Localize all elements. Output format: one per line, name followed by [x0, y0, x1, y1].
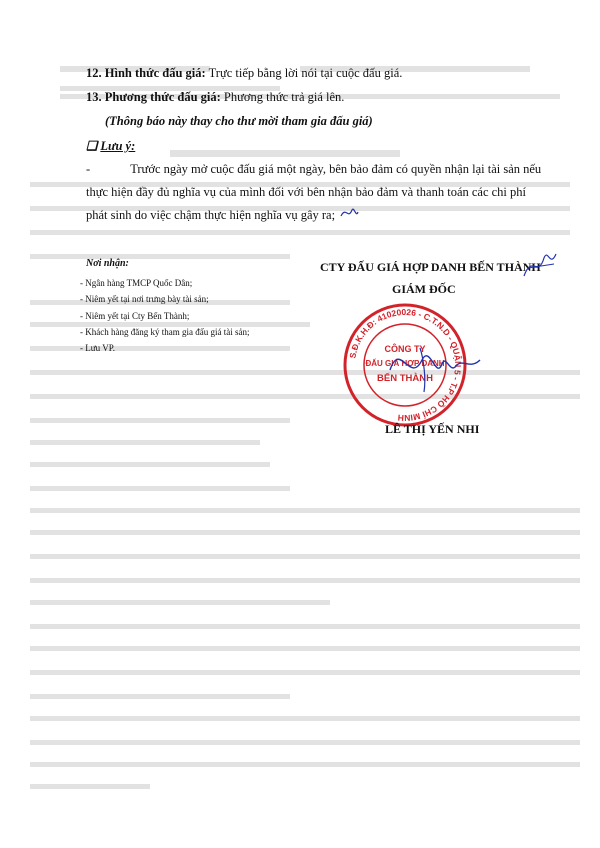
item-13-text: Phương thức trả giá lên. [223, 90, 345, 104]
company-name: CTY ĐẤU GIÁ HỢP DANH BẾN THÀNH [320, 260, 541, 274]
recipient-item: - Khách hàng đăng ký tham gia đấu giá tài sản; [80, 326, 250, 337]
stamp-ring-text: S.Đ.K.H.Đ: 41020026 - C.T.N.D - QUẬN 5 - T.P HỒ CHÍ MINH [347, 306, 464, 424]
item-13-label: Phương thức đấu giá: [104, 90, 221, 104]
note-heading [86, 138, 135, 154]
item-12-label: Hình thức đấu giá: [104, 66, 206, 80]
signer-name: LÊ THỊ YẾN NHI [385, 422, 480, 436]
paragraph-line [86, 158, 556, 181]
stamp-line-2: ĐẤU GIÁ HỢP DANH [365, 359, 445, 368]
item-12 [86, 66, 402, 81]
signer-title: GIÁM ĐỐC [392, 282, 456, 296]
item-13 [86, 90, 344, 105]
note-paragraph [86, 158, 556, 227]
recipient-item: - Ngân hàng TMCP Quốc Dân; [80, 278, 193, 288]
note-heading-label: Lưu ý: [100, 139, 136, 153]
paragraph-line-2: thực hiện đầy đủ nghĩa vụ của mình đối với bên nhận bảo đảm và thanh toán các chi phí [86, 185, 527, 199]
paragraph-line-3 [86, 204, 556, 227]
item-13-number: 13. [86, 90, 102, 104]
item-12-text: Trực tiếp bằng lời nói tại cuộc đấu giá. [208, 66, 403, 80]
recipients-list [80, 275, 249, 356]
paragraph-line-1: Trước ngày mở cuộc đấu giá một ngày, bên bảo đảm có quyền nhận lại tài sản nếu [130, 162, 542, 176]
recipients-title: Nơi nhận: [86, 258, 129, 269]
paragraph-line-3-text: phát sinh do việc chậm thực hiện nghĩa vụ gây ra; [86, 208, 336, 222]
stamp-line-3: BẾN THÀNH [377, 373, 433, 384]
margin-signature [520, 248, 560, 282]
recipient-item: - Niêm yết tại Cty Bến Thành; [80, 310, 190, 321]
initial-signature [338, 204, 360, 222]
recipient-item: - Niêm yết tại nơi trưng bày tài sản; [80, 294, 209, 305]
paragraph-bullet: - [86, 162, 91, 176]
recipient-item: - Lưu VP. [80, 343, 115, 354]
stamp-line-1: CÔNG TY [384, 344, 426, 354]
item-12-number: 12. [86, 66, 102, 80]
notice-note: (Thông báo này thay cho thư mời tham gia đấu giá) [105, 114, 373, 128]
director-signature [380, 330, 490, 400]
checkbox-bullet-icon: ❏ [86, 139, 98, 153]
